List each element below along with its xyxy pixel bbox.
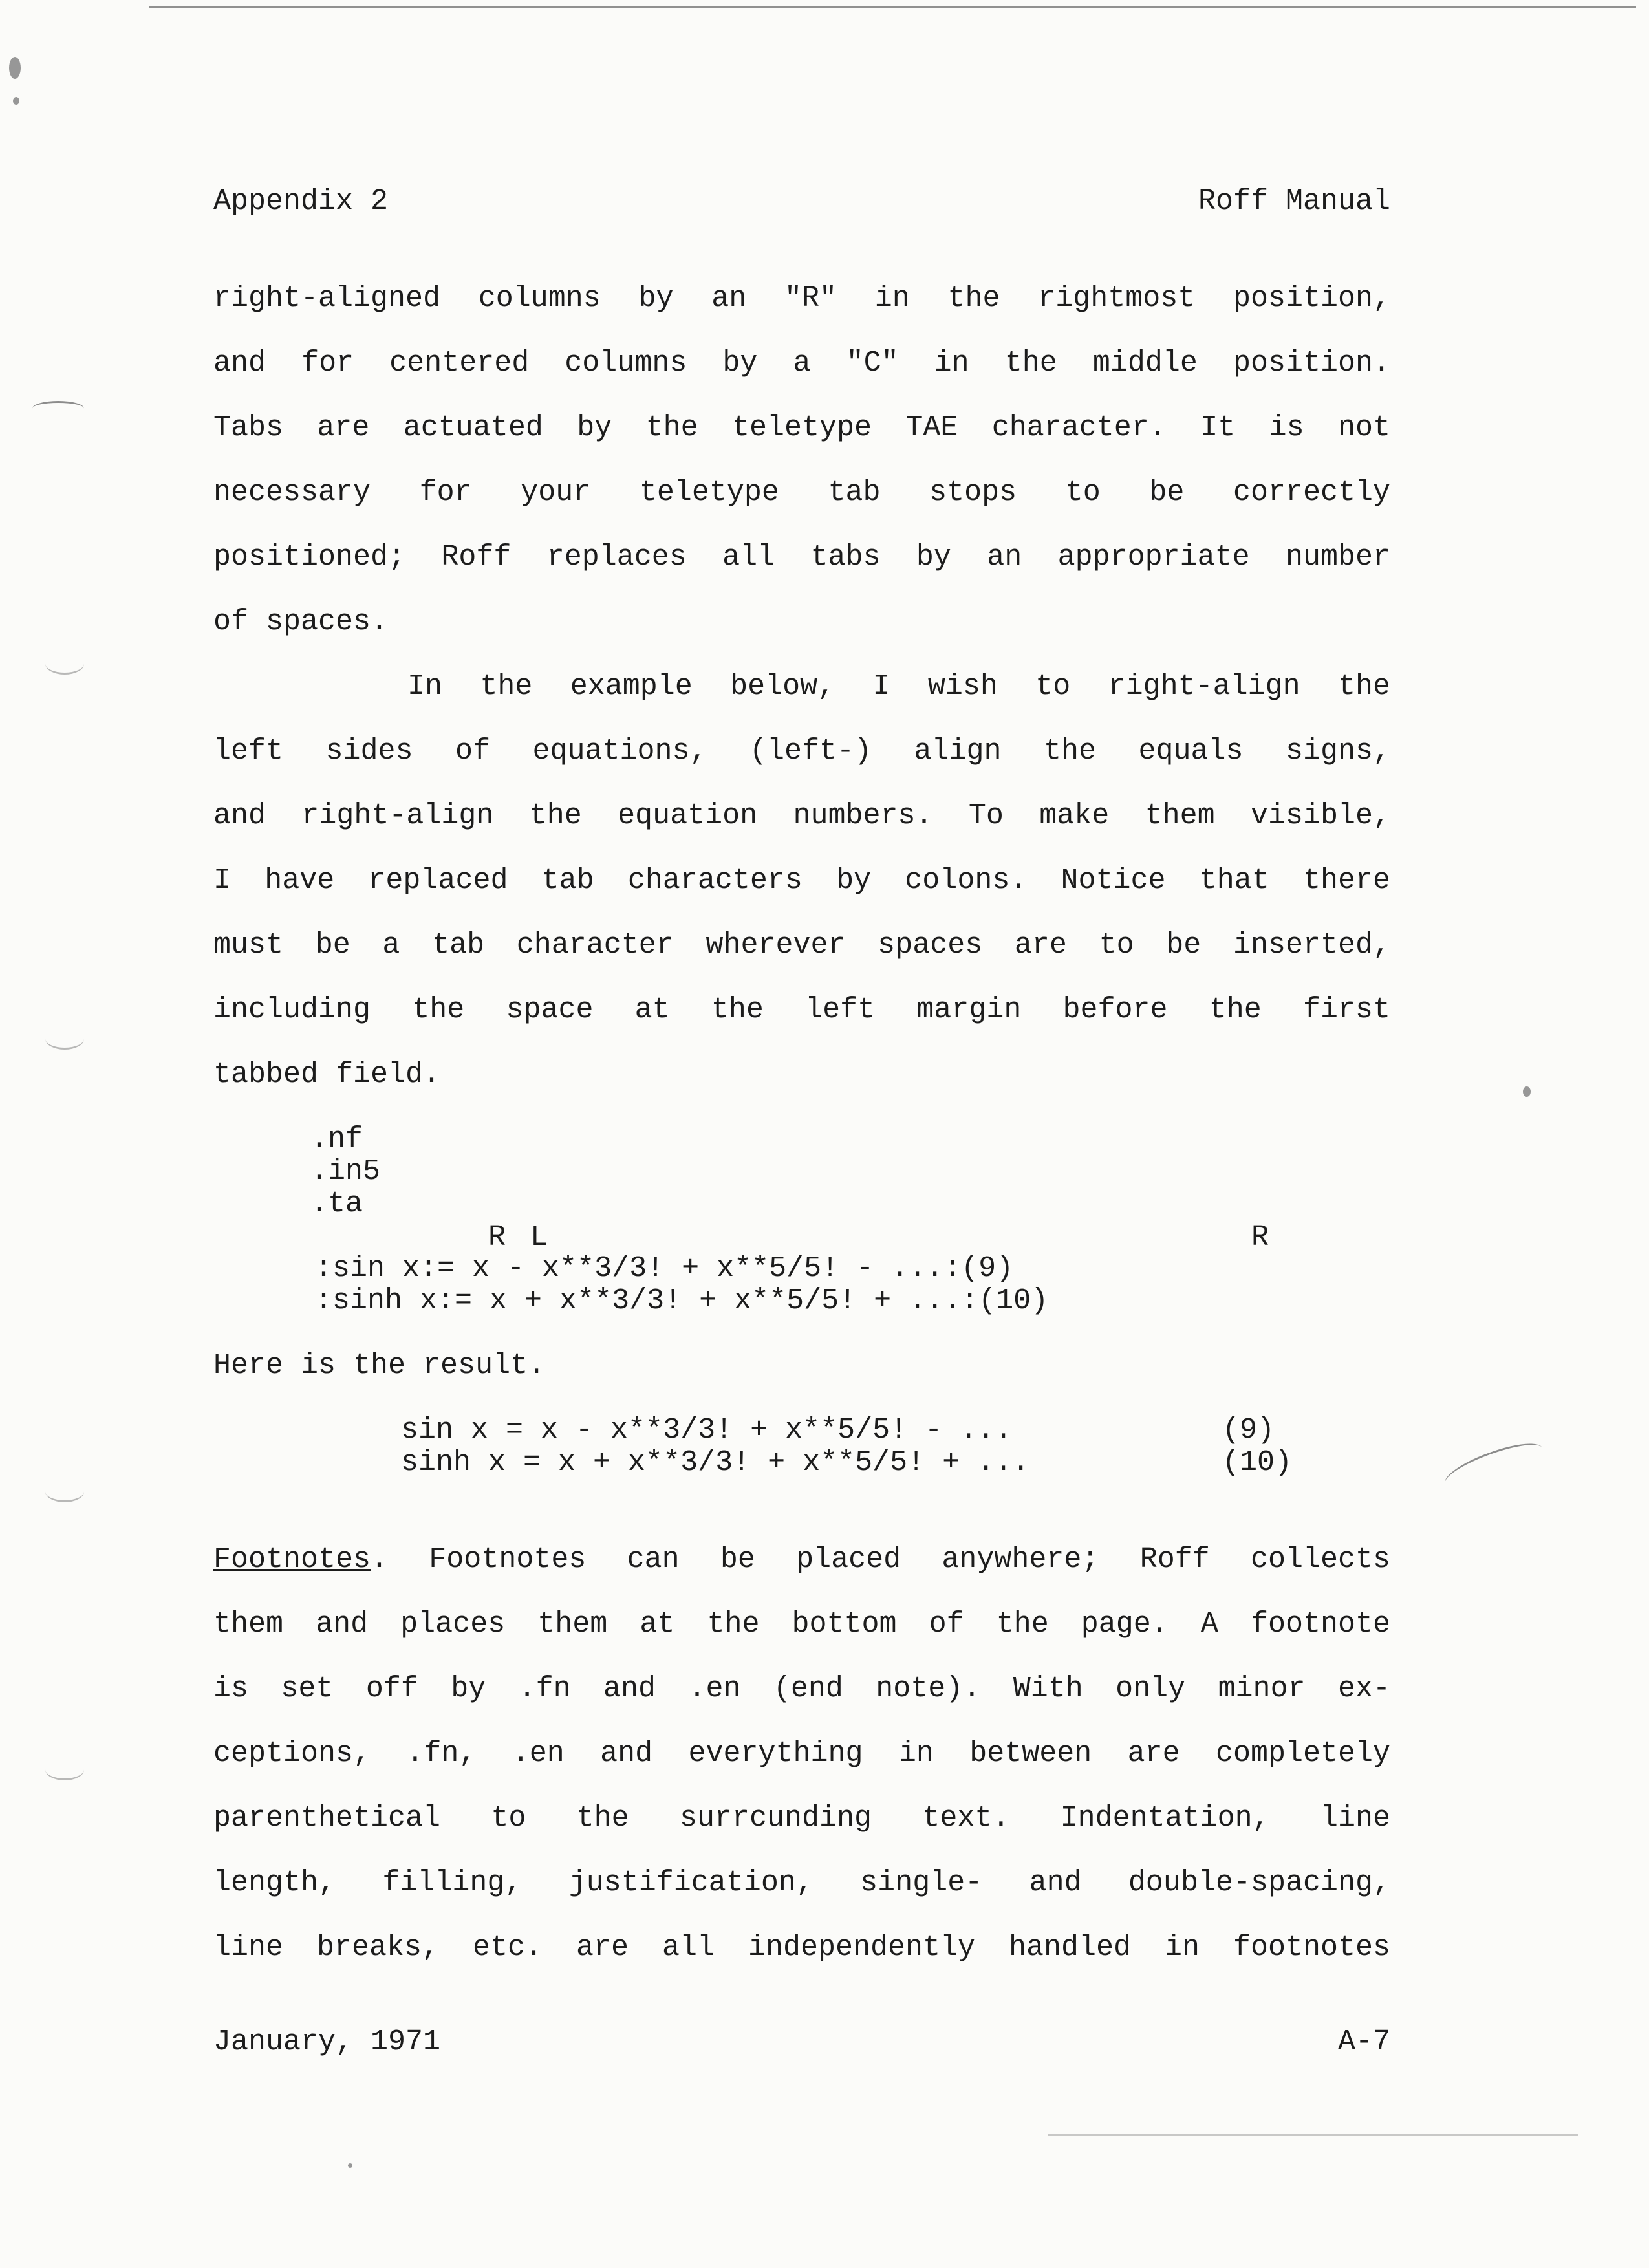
text-line — [213, 1540, 1390, 1605]
text-line: parenthetical to the surrcunding text. Indentation, line — [213, 1802, 1390, 1835]
text-line: tabbed field. — [213, 1058, 441, 1091]
text-line: ceptions, .fn, .en and everything in between are completely — [213, 1737, 1390, 1770]
punch-hole-mark — [45, 1759, 84, 1780]
text-line: positioned; Roff replaces all tabs by an appropriate number — [213, 541, 1390, 574]
scan-mark — [1523, 1086, 1531, 1097]
punch-hole-mark — [45, 653, 84, 675]
text-line: including the space at the left margin before the first — [213, 993, 1390, 1026]
text-line: Tabs are actuated by the teletype TAE character. It is not — [213, 411, 1390, 444]
header-right: Roff Manual — [1198, 185, 1390, 218]
text-line: must be a tab character wherever spaces are to be inserted, — [213, 929, 1390, 962]
text-line: is set off by .fn and .en (end note). With only minor ex- — [213, 1672, 1390, 1705]
text-line: left sides of equations, (left-) align the equals signs, — [213, 735, 1390, 768]
scan-mark — [13, 97, 19, 105]
text-line: length, filling, justification, single- and double-spacing, — [213, 1866, 1390, 1899]
text-line: I have replaced tab characters by colons. Notice that there — [213, 864, 1390, 897]
text-line: and for centered columns by a "C" in the middle position. — [213, 347, 1390, 380]
text-line: line breaks, etc. are all independently handled in footnotes — [213, 1931, 1390, 1964]
handwritten-mark — [1440, 1435, 1547, 1496]
equation-number: (9) — [1222, 1414, 1275, 1447]
text-line: right-aligned columns by an "R" in the rightmost position, — [213, 282, 1390, 315]
code-equation-result: sin x = x - x**3/3! + x**5/5! - ... sinh x = x + x**3/3! + x**5/5! + ... — [401, 1414, 1030, 1479]
tab-marker-right-end: R — [1251, 1221, 1269, 1254]
tab-marker-right: R — [488, 1221, 506, 1254]
header-left: Appendix 2 — [213, 185, 389, 218]
section-heading: Footnotes — [213, 1543, 371, 1576]
page-edge-top — [149, 6, 1636, 8]
text-line: In the example below, I wish to right-align the — [407, 670, 1390, 703]
scan-mark — [32, 401, 84, 416]
page-number: A-7 — [1337, 2025, 1390, 2058]
text-line: necessary for your teletype tab stops to be correctly — [213, 476, 1390, 509]
text-span: . Footnotes can be placed anywhere; Roff collects — [371, 1543, 1390, 1576]
result-caption: Here is the result. — [213, 1349, 546, 1382]
paragraph-footnotes — [213, 1540, 1390, 1993]
code-commands: .nf .in5 .ta — [310, 1123, 381, 1220]
page-footer — [213, 2023, 1390, 2178]
scan-mark — [9, 57, 21, 79]
punch-hole-mark — [45, 1028, 84, 1050]
text-line: and right-align the equation numbers. To make them visible, — [213, 799, 1390, 832]
equation-number: (10) — [1222, 1446, 1293, 1479]
text-line: them and places them at the bottom of the page. A footnote — [213, 1608, 1390, 1641]
footer-date: January, 1971 — [213, 2025, 441, 2058]
tab-marker-left: L — [530, 1221, 548, 1254]
paragraph-example — [213, 667, 1390, 1120]
text-line: of spaces. — [213, 605, 389, 638]
punch-hole-mark — [45, 1481, 84, 1502]
paragraph-tabs — [213, 279, 1390, 667]
code-equation-source: :sin x:= x - x**3/3! + x**5/5! - ...:(9) :sinh x:= x + x**3/3! + x**5/5! + ...:(10) — [315, 1252, 1049, 1317]
